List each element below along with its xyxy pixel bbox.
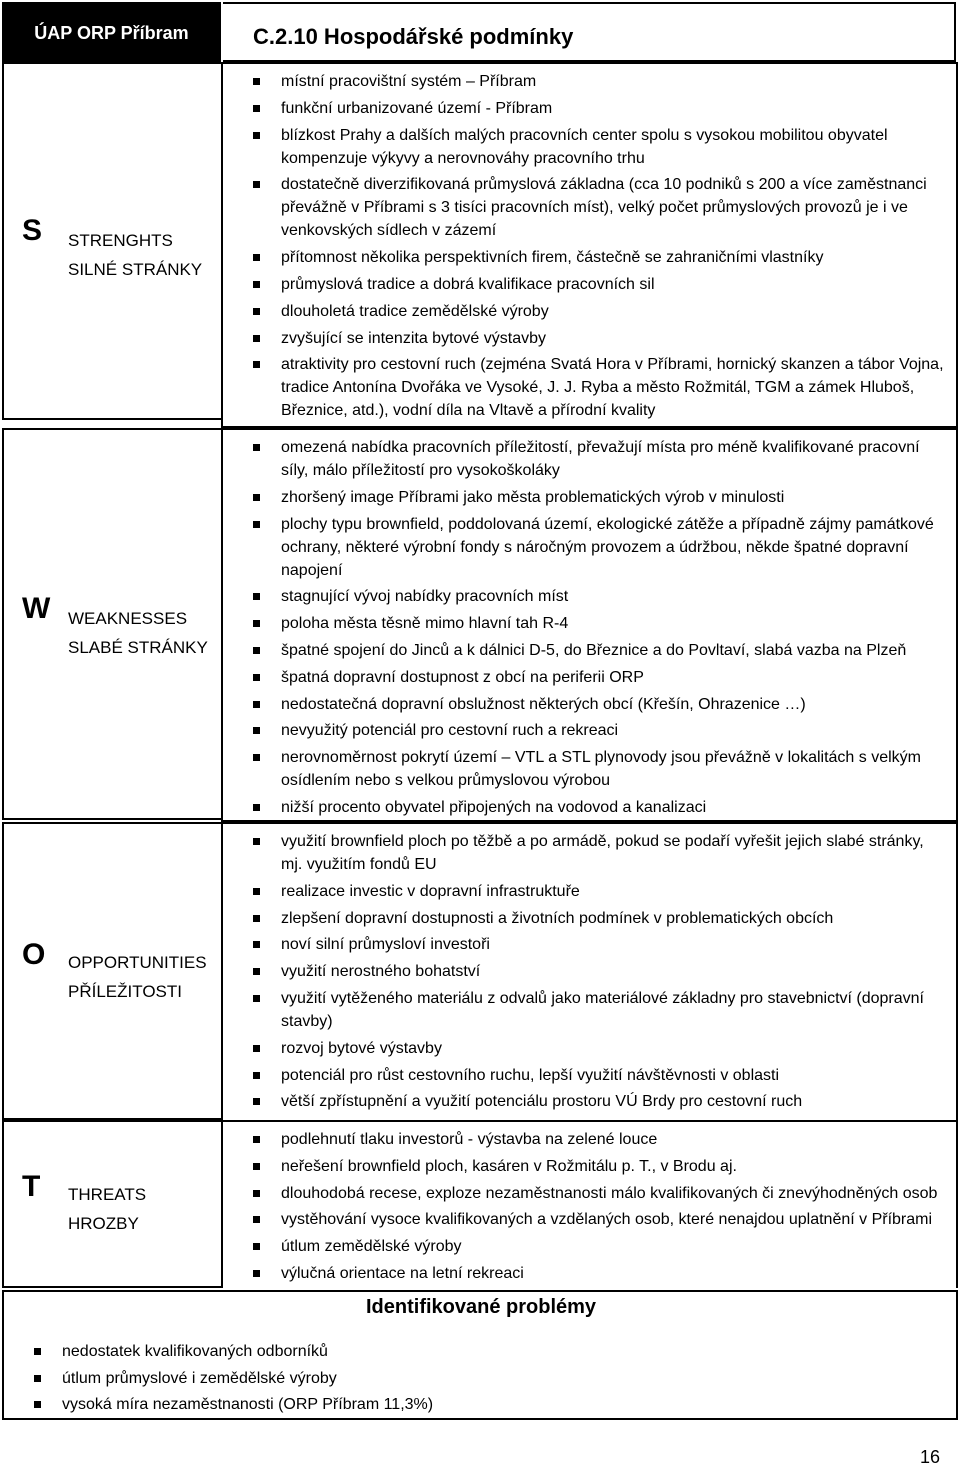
identified-problems-title: Identifikované problémy	[366, 1296, 597, 1318]
swot-label-strengths	[2, 62, 221, 420]
list-item: atraktivity pro cestovní ruch (zejména Svatá Hora v Příbrami, hornický skanzen a tábor Vojna, tradice Antonína Dvořáka ve Vysoké, J. J. Ryba a město Rožmitál, TGM a zámek Hluboš, Březnice, atd.), vodní díla na Vltavě a přírodní kvality	[253, 353, 946, 422]
list-item: využití brownfield ploch po těžbě a po armádě, pokud se podaří vyřešit jejich slabé stránky, mj. využitím fondů EU	[253, 830, 946, 876]
page-number: 16	[919, 1447, 940, 1467]
document-header-left	[2, 2, 221, 64]
list-item: útlum zemědělské výroby	[253, 1235, 946, 1258]
list-item: neřešení brownfield ploch, kasáren v Rožmitálu p. T., v Brodu aj.	[253, 1155, 946, 1178]
list-item: špatné spojení do Jinců a k dálnici D-5, do Březnice a do Povltaví, slabá vazba na Plzeň	[253, 639, 946, 662]
strengths-list	[253, 70, 946, 426]
identified-problems-box	[2, 1290, 958, 1420]
swot-name-cz: HROZBY	[68, 1214, 139, 1233]
swot-label-threats	[2, 1120, 221, 1288]
swot-content-opportunities	[221, 822, 958, 1122]
swot-name-cz: PŘÍLEŽITOSTI	[68, 982, 182, 1001]
list-item: zlepšení dopravní dostupnosti a životních podmínek v problematických obcích	[253, 907, 946, 930]
list-item: přítomnost několika perspektivních firem, částečně se zahraničními vlastníky	[253, 246, 946, 269]
list-item: nerovnoměrnost pokrytí území – VTL a STL plynovody jsou převážně v lokalitách s velkým osídlením nebo s velkou průmyslovou výrobou	[253, 746, 946, 792]
identified-problems-list	[34, 1340, 433, 1420]
list-item: nevyužitý potenciál pro cestovní ruch a rekreaci	[253, 719, 946, 742]
list-item: noví silní průmysloví investoři	[253, 933, 946, 956]
list-item: omezená nabídka pracovních příležitostí, převažují místa pro méně kvalifikované pracovní síly, málo příležitostí pro vysokoškoláky	[253, 436, 946, 482]
swot-name-cz: SLABÉ STRÁNKY	[68, 638, 208, 657]
swot-label-weaknesses	[2, 428, 221, 820]
header-left-label: ÚAP ORP Příbram	[34, 22, 189, 43]
list-item: dlouholetá tradice zemědělské výroby	[253, 300, 946, 323]
list-item: vysoká míra nezaměstnanosti (ORP Příbram 11,3%)	[34, 1393, 433, 1416]
swot-letter: O	[22, 938, 46, 971]
list-item: plochy typu brownfield, poddolovaná území, ekologické zátěže a případně zájmy památkové ochrany, některé výrobní fondy s náročným provozem a údržbou, někde špatné dopravní napojení	[253, 513, 946, 582]
list-item: průmyslová tradice a dobrá kvalifikace pracovních sil	[253, 273, 946, 296]
list-item: větší zpřístupnění a využití potenciálu prostoru VÚ Brdy pro cestovní ruch	[253, 1090, 946, 1113]
list-item: místní pracovištní systém – Příbram	[253, 70, 946, 93]
opportunities-list	[253, 830, 946, 1117]
swot-name-en: STRENGHTS	[68, 231, 173, 250]
list-item: zvyšující se intenzita bytové výstavby	[253, 327, 946, 350]
list-item: útlum průmyslové i zemědělské výroby	[34, 1367, 433, 1390]
list-item: vystěhování vysoce kvalifikovaných a vzdělaných osob, které nenajdou uplatnění v Příbrami	[253, 1208, 946, 1231]
swot-name-cz: SILNÉ STRÁNKY	[68, 260, 203, 279]
list-item: nižší procento obyvatel připojených na vodovod a kanalizaci	[253, 796, 946, 819]
swot-content-strengths	[221, 62, 958, 428]
list-item: blízkost Prahy a dalších malých pracovních center spolu s vysokou mobilitou obyvatel kompenzuje výkyvy a nerovnováhy pracovního trhu	[253, 124, 946, 170]
list-item: špatná dopravní dostupnost z obcí na periferii ORP	[253, 666, 946, 689]
section-title-text: C.2.10 Hospodářské podmínky	[253, 24, 574, 49]
list-item: dlouhodobá recese, exploze nezaměstnanosti málo kvalifikovaných či znevýhodněných osob	[253, 1182, 946, 1205]
list-item: využití vytěženého materiálu z odvalů jako materiálové základny pro stavebnictví (dopravní stavby)	[253, 987, 946, 1033]
weaknesses-list	[253, 436, 946, 823]
section-title	[223, 2, 956, 62]
list-item: nedostatečná dopravní obslužnost některých obcí (Křešín, Ohrazenice …)	[253, 693, 946, 716]
list-item: výlučná orientace na letní rekreaci	[253, 1262, 946, 1285]
list-item: zhoršený image Příbrami jako města problematických výrob v minulosti	[253, 486, 946, 509]
swot-content-threats	[221, 1120, 958, 1288]
list-item: funkční urbanizované území - Příbram	[253, 97, 946, 120]
list-item: poloha města těsně mimo hlavní tah R-4	[253, 612, 946, 635]
list-item: potenciál pro růst cestovního ruchu, lepší využití návštěvnosti v oblasti	[253, 1064, 946, 1087]
swot-letter: W	[22, 592, 51, 625]
list-item: podlehnutí tlaku investorů - výstavba na zelené louce	[253, 1128, 946, 1151]
swot-content-weaknesses	[221, 428, 958, 822]
list-item: rozvoj bytové výstavby	[253, 1037, 946, 1060]
swot-name-en: THREATS	[68, 1185, 147, 1204]
swot-letter: S	[22, 214, 43, 247]
swot-label-opportunities	[2, 822, 221, 1120]
list-item: realizace investic v dopravní infrastruktuře	[253, 880, 946, 903]
list-item: dostatečně diverzifikovaná průmyslová základna (cca 10 podniků s 200 a více zaměstnanci převážně v Příbrami s 3 tisíci pracovních míst), velký počet průmyslových provozů je i ve venkovských sídlech v zázemí	[253, 173, 946, 242]
list-item: nedostatek kvalifikovaných odborníků	[34, 1340, 433, 1363]
threats-list	[253, 1128, 946, 1289]
swot-name-en: OPPORTUNITIES	[68, 953, 207, 972]
list-item: využití nerostného bohatství	[253, 960, 946, 983]
swot-letter: T	[22, 1170, 41, 1203]
list-item: stagnující vývoj nabídky pracovních míst	[253, 585, 946, 608]
swot-name-en: WEAKNESSES	[68, 609, 188, 628]
